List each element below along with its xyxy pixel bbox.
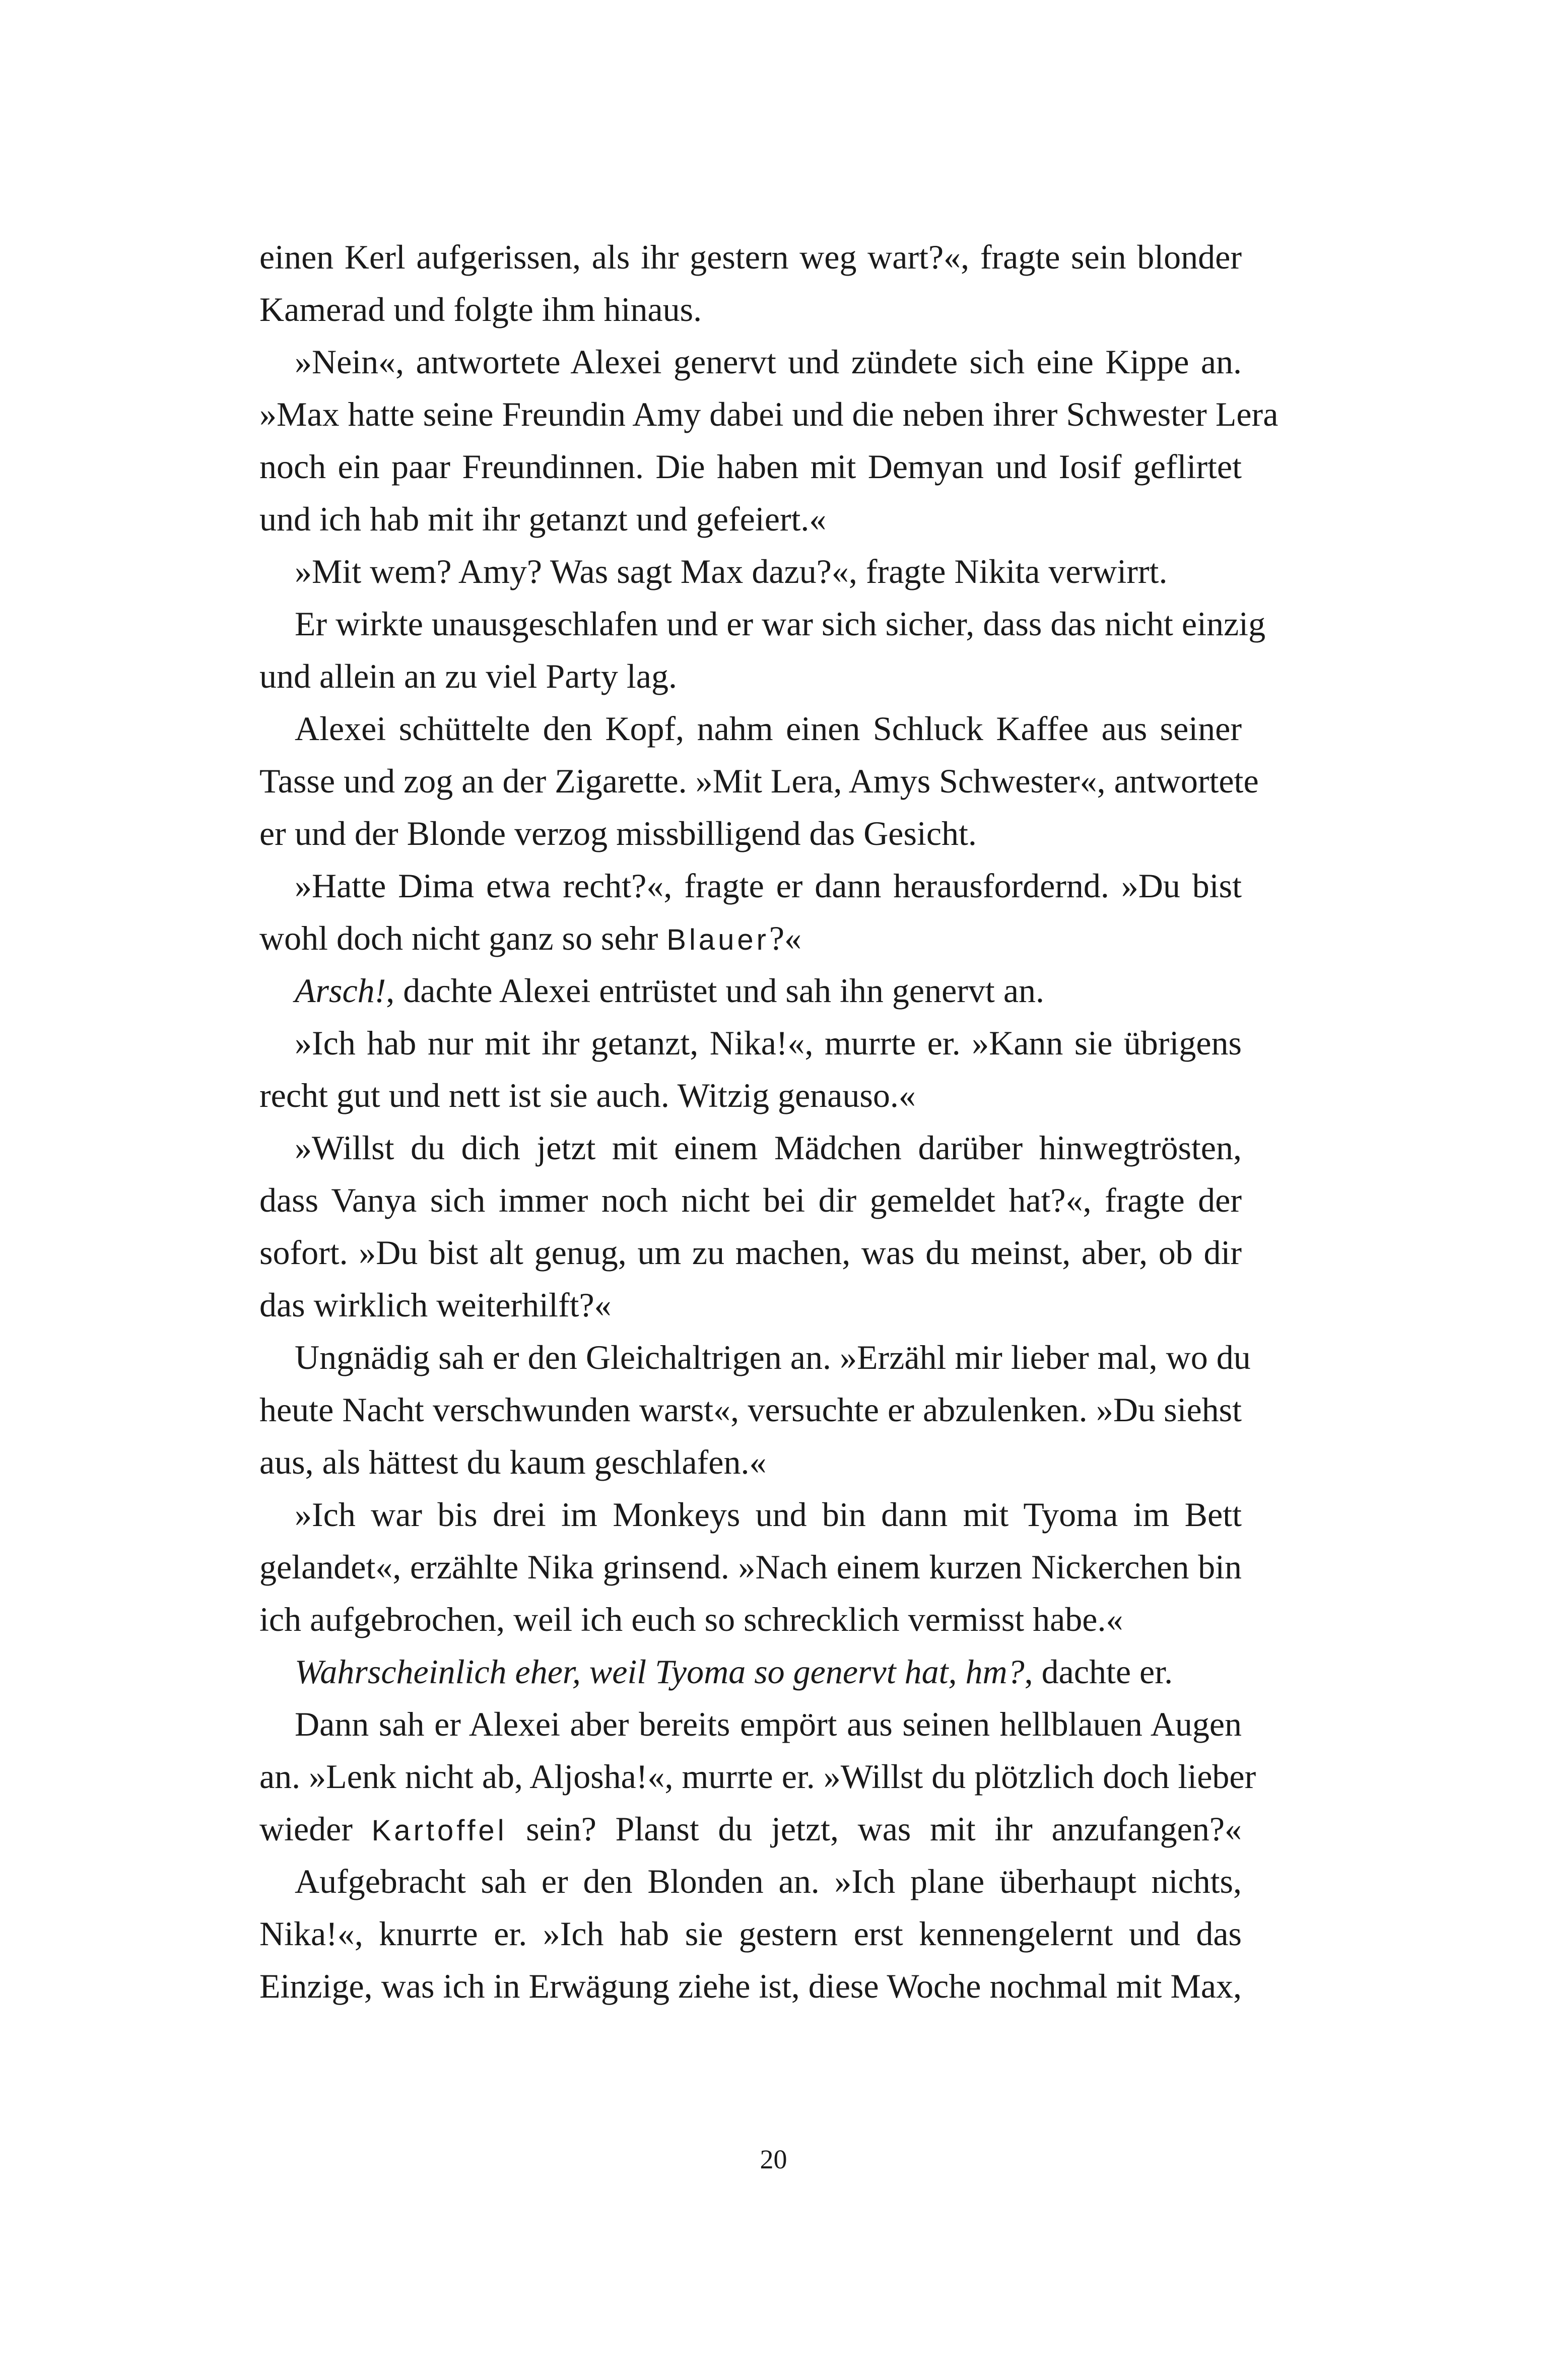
body-text bbox=[259, 231, 1279, 2012]
small-caps-word: Blauer bbox=[666, 923, 769, 956]
text-line: »Mit wem? Amy? Was sagt Max dazu?«, fragte Nikita verwirrt. bbox=[295, 552, 1168, 590]
text-line: aus, als hättest du kaum geschlafen.« bbox=[259, 1443, 767, 1481]
text-line: recht gut und nett ist sie auch. Witzig genauso.« bbox=[259, 1076, 916, 1114]
text-line: an. »Lenk nicht ab, Aljosha!«, murrte er. »Willst du plötzlich doch lieber bbox=[259, 1757, 1256, 1796]
text-line bbox=[259, 1645, 1242, 1698]
text-line: Dann sah er Alexei aber bereits empört aus seinen hellblauen Augen bbox=[295, 1705, 1242, 1743]
text-line: Tasse und zog an der Zigarette. »Mit Lera, Amys Schwester«, antwortete bbox=[259, 762, 1259, 800]
text-line: Einzige, was ich in Erwägung ziehe ist, diese Woche nochmal mit Max, bbox=[259, 1967, 1242, 2005]
text-line: »Ich war bis drei im Monkeys und bin dann mit Tyoma im Bett bbox=[295, 1495, 1242, 1534]
text-line: »Nein«, antwortete Alexei genervt und zündete sich eine Kippe an. bbox=[295, 343, 1242, 381]
text-line: »Hatte Dima etwa recht?«, fragte er dann herausfordernd. »Du bist bbox=[295, 867, 1242, 905]
text-line: noch ein paar Freundinnen. Die haben mit Demyan und Iosif geflirtet bbox=[259, 447, 1242, 486]
text-line: »Max hatte seine Freundin Amy dabei und die neben ihrer Schwester Lera bbox=[259, 395, 1279, 433]
text-run: ?« bbox=[769, 919, 802, 957]
italic-run: Arsch! bbox=[295, 971, 386, 1010]
page-number: 20 bbox=[760, 2144, 787, 2174]
text-run: sein? Planst du jetzt, was mit ihr anzufangen?« bbox=[507, 1810, 1242, 1848]
text-run: , dachte er. bbox=[1024, 1652, 1173, 1691]
text-line: »Willst du dich jetzt mit einem Mädchen darüber hinwegtrösten, bbox=[295, 1129, 1242, 1167]
text-line: Alexei schüttelte den Kopf, nahm einen Schluck Kaffee aus seiner bbox=[295, 709, 1242, 748]
small-caps-word: Kartoffel bbox=[371, 1814, 507, 1847]
text-line bbox=[259, 912, 1242, 964]
text-line: dass Vanya sich immer noch nicht bei dir gemeldet hat?«, fragte der bbox=[259, 1181, 1242, 1219]
text-line: ich aufgebrochen, weil ich euch so schrecklich vermisst habe.« bbox=[259, 1600, 1123, 1638]
text-line: und ich hab mit ihr getanzt und gefeiert.« bbox=[259, 500, 827, 538]
text-line: Aufgebracht sah er den Blonden an. »Ich plane überhaupt nichts, bbox=[295, 1862, 1242, 1900]
text-line: Er wirkte unausgeschlafen und er war sich sicher, dass das nicht einzig bbox=[295, 605, 1266, 643]
text-line: »Ich hab nur mit ihr getanzt, Nika!«, murrte er. »Kann sie übrigens bbox=[295, 1024, 1242, 1062]
italic-run: Wahrscheinlich eher, weil Tyoma so genervt hat, hm? bbox=[295, 1652, 1025, 1691]
text-run: wohl doch nicht ganz so sehr bbox=[259, 919, 667, 957]
text-line bbox=[259, 964, 1242, 1017]
text-line bbox=[259, 1803, 1242, 1855]
text-line: Kamerad und folgte ihm hinaus. bbox=[259, 290, 702, 328]
text-line: das wirklich weiterhilft?« bbox=[259, 1286, 612, 1324]
text-line: einen Kerl aufgerissen, als ihr gestern weg wart?«, fragte sein blonder bbox=[259, 238, 1242, 276]
text-line: Nika!«, knurrte er. »Ich hab sie gestern erst kennengelernt und das bbox=[259, 1914, 1242, 1953]
text-run: wieder bbox=[259, 1810, 372, 1848]
text-line: sofort. »Du bist alt genug, um zu machen, was du meinst, aber, ob dir bbox=[259, 1233, 1242, 1272]
text-line: gelandet«, erzählte Nika grinsend. »Nach einem kurzen Nickerchen bin bbox=[259, 1548, 1242, 1586]
text-line: Ungnädig sah er den Gleichaltrigen an. »Erzähl mir lieber mal, wo du bbox=[295, 1338, 1251, 1376]
text-line: und allein an zu viel Party lag. bbox=[259, 657, 677, 695]
text-line: heute Nacht verschwunden warst«, versuchte er abzulenken. »Du siehst bbox=[259, 1391, 1242, 1429]
text-line: er und der Blonde verzog missbilligend das Gesicht. bbox=[259, 814, 977, 852]
text-run: , dachte Alexei entrüstet und sah ihn genervt an. bbox=[386, 971, 1045, 1010]
